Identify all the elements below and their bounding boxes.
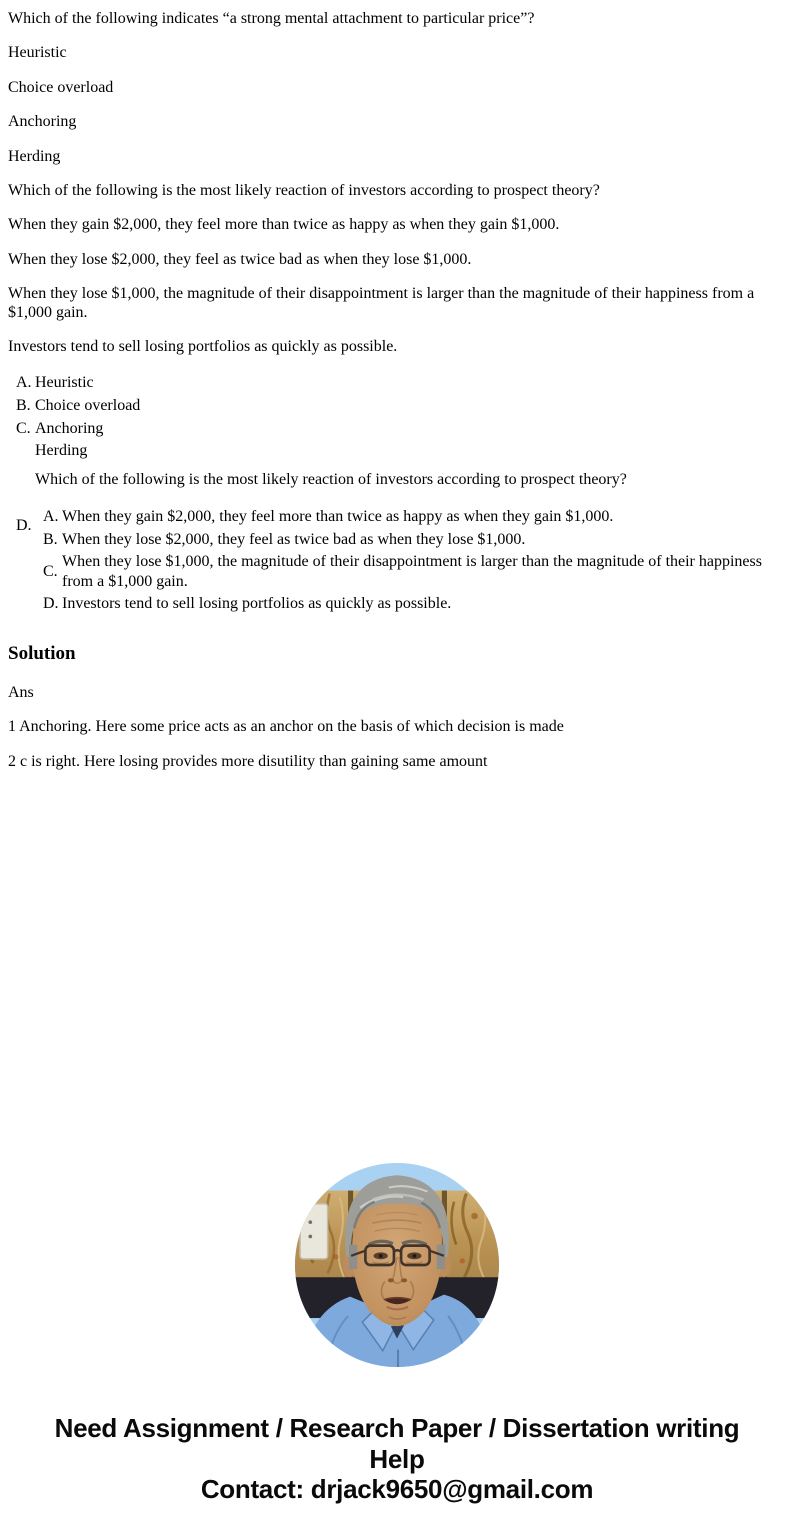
list-item-a <box>8 373 786 392</box>
q1-option-choice-overload: Choice overload <box>8 78 114 96</box>
q2-option-4: Investors tend to sell losing portfolios as quickly as possible. <box>8 337 398 355</box>
q2-option-1: When they gain $2,000, they feel more than twice as happy as when they gain $1,000. <box>8 216 560 234</box>
portrait-photo <box>295 1163 499 1367</box>
nested-item-d-label: Investors tend to sell losing portfolios as quickly as possible. <box>62 595 452 613</box>
ans-label: Ans <box>8 683 34 701</box>
nested-item-a-label: When they gain $2,000, they feel more than twice as happy as when they gain $1,000. <box>62 507 614 525</box>
list-marker-b: B. <box>16 396 31 414</box>
q1-option-herding: Herding <box>8 147 61 165</box>
nested-marker-d: D. <box>43 595 59 613</box>
nested-marker-a: A. <box>43 507 59 525</box>
list-item-b-label: Choice overload <box>35 396 141 414</box>
footer-help-text: Need Assignment / Research Paper / Dissertation writing Help <box>54 1412 740 1474</box>
question-2-text: Which of the following is the most likely reaction of investors according to prospect theory? <box>8 181 600 199</box>
nested-answer-list <box>35 507 786 617</box>
list-item-c <box>8 419 786 438</box>
nested-item-b-label: When they lose $2,000, they feel as twice bad as when they lose $1,000. <box>62 530 526 548</box>
nested-item-c-label: When they lose $1,000, the magnitude of their disappointment is larger than the magnitude of their happiness from a $1,000 gain. <box>62 553 762 590</box>
portrait-photo-graphic <box>295 1163 499 1367</box>
list-marker-a: A. <box>16 374 32 392</box>
nested-marker-c: C. <box>43 562 58 580</box>
footer-text-block <box>26 1413 768 1505</box>
q2-option-2: When they lose $2,000, they feel as twice bad as when they lose $1,000. <box>8 250 472 268</box>
nested-item-d <box>35 594 786 613</box>
footer-contact-email: Contact: drjack9650@gmail.com <box>200 1474 594 1505</box>
list-item-b <box>8 396 786 415</box>
list-marker-d: D. <box>16 516 32 534</box>
solution-point-2: 2 c is right. Here losing provides more disutility than gaining same amount <box>8 752 488 770</box>
question-1-text: Which of the following indicates “a strong mental attachment to particular price”? <box>8 10 535 27</box>
list-marker-c: C. <box>16 419 31 437</box>
nested-item-a <box>35 507 786 526</box>
answer-choice-list <box>8 373 786 617</box>
list-item-herding <box>8 441 786 460</box>
solution-heading: Solution <box>8 642 76 664</box>
q1-option-heuristic: Heuristic <box>8 44 67 62</box>
question-2-repeat: Which of the following is the most likely reaction of investors according to prospect theory? <box>35 470 627 488</box>
q1-option-anchoring: Anchoring <box>8 113 77 131</box>
blank-space <box>8 787 786 1163</box>
list-item-a-label: Heuristic <box>35 374 94 392</box>
list-item-c-label: Anchoring <box>35 419 104 437</box>
list-item-d <box>8 507 786 617</box>
nested-item-b <box>35 530 786 549</box>
nested-marker-b: B. <box>43 530 58 548</box>
solution-point-1: 1 Anchoring. Here some price acts as an anchor on the basis of which decision is made <box>8 718 564 736</box>
list-item-herding-label: Herding <box>35 442 88 460</box>
nested-item-c <box>35 552 786 590</box>
q2-option-3: When they lose $1,000, the magnitude of their disappointment is larger than the magnitude of their happiness from a $1,000 gain. <box>8 285 755 321</box>
footer-banner <box>8 1413 786 1505</box>
